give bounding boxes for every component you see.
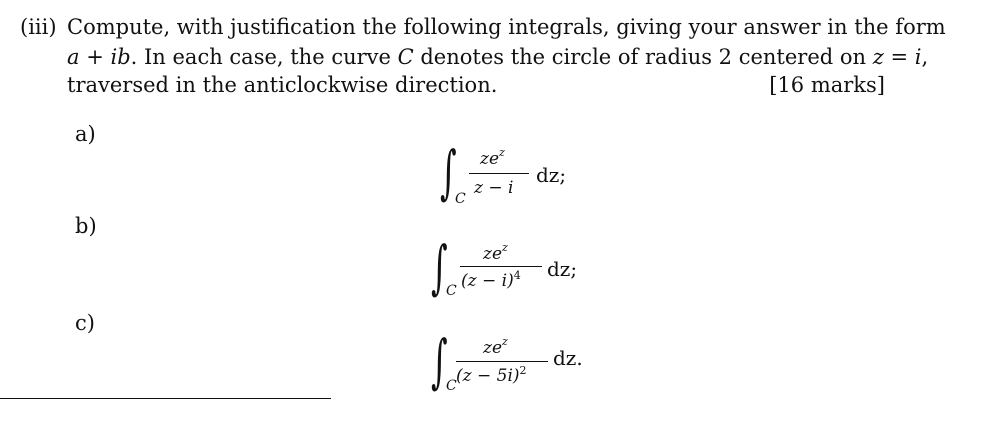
integral-sign: ∫: [431, 233, 448, 301]
integral-subscript: C: [446, 378, 457, 394]
math-ib: ib: [110, 45, 131, 69]
math-curve-c: C: [397, 45, 414, 69]
part-a-label: a): [75, 122, 96, 146]
question-text-line-2: [67, 42, 928, 72]
numerator: $ze^z$: [480, 146, 505, 169]
part-c-label: c): [75, 311, 95, 335]
fraction-bar: [469, 173, 529, 174]
denominator: $(z - i)^4$: [461, 269, 521, 291]
integral-b: [431, 233, 611, 308]
text-comma: ,: [921, 45, 929, 69]
differential: dz;: [536, 163, 567, 187]
integral-subscript: C: [455, 191, 466, 207]
part-b-label: b): [75, 214, 97, 238]
footnote-divider: [0, 398, 331, 399]
math-i: i: [914, 45, 922, 69]
denominator: z − i: [474, 178, 514, 198]
integral-a: [440, 138, 590, 213]
differential: dz.: [553, 346, 583, 370]
integral-sign: ∫: [440, 138, 457, 206]
fraction-bar: [456, 361, 548, 362]
question-text-line-1: Compute, with justification the following integrals, giving your answer in the form: [67, 15, 946, 39]
denominator: $(z - 5i)^2$: [456, 364, 527, 386]
question-number: (iii): [20, 15, 57, 39]
math-equals: =: [883, 45, 915, 69]
text-segment: denotes the circle of radius 2 centered on: [413, 45, 873, 69]
differential: dz;: [547, 257, 578, 281]
numerator: $ze^z$: [483, 335, 508, 358]
numerator: $ze^z$: [483, 241, 508, 264]
integral-c: [431, 327, 621, 402]
math-a: a: [67, 45, 80, 69]
fraction-bar: [460, 266, 542, 267]
math-plus: +: [79, 45, 111, 69]
math-z: z: [872, 45, 884, 69]
marks-label: [16 marks]: [769, 73, 885, 97]
text-segment: . In each case, the curve: [130, 45, 398, 69]
integral-sign: ∫: [431, 327, 448, 395]
integral-subscript: C: [446, 283, 457, 299]
question-text-line-3: traversed in the anticlockwise direction.: [67, 73, 498, 97]
